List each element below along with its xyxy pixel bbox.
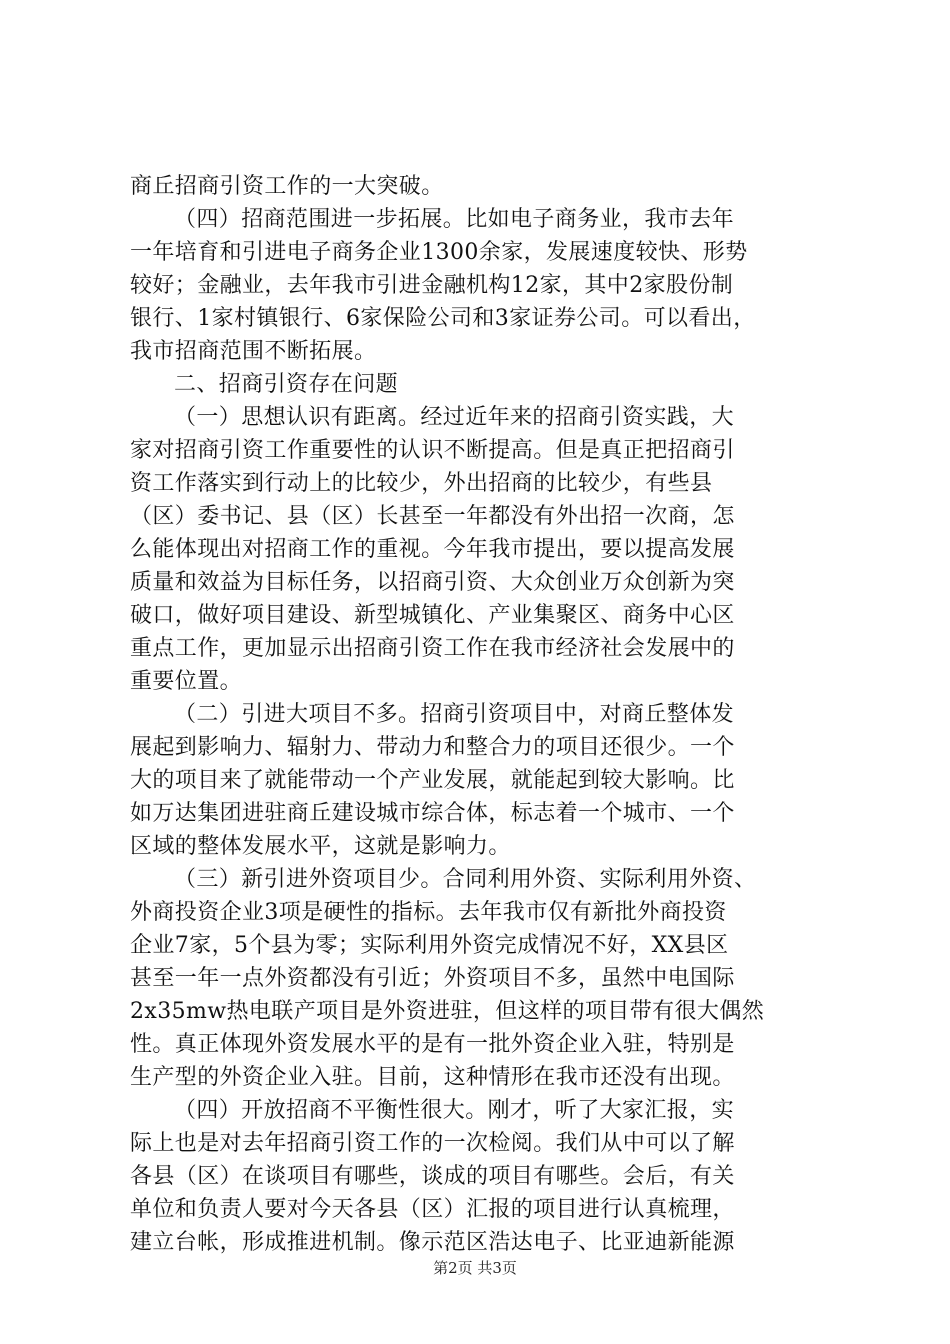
text-line: 建立台帐，形成推进机制。像示范区浩达电子、比亚迪新能源 xyxy=(130,1230,735,1255)
text-line: 际上也是对去年招商引资工作的一次检阅。我们从中可以了解 xyxy=(130,1131,735,1156)
text-line: （一）思想认识有距离。经过近年来的招商引资实践，大 xyxy=(174,405,735,430)
text-line: 家对招商引资工作重要性的认识不断提高。但是真正把招商引 xyxy=(130,438,735,463)
text-line: 银行、1家村镇银行、6家保险公司和3家证券公司。可以看出， xyxy=(130,306,756,331)
text-line: 我市招商范围不断拓展。 xyxy=(130,339,377,364)
text-line: 较好；金融业，去年我市引进金融机构12家，其中2家股份制 xyxy=(130,273,734,298)
text-line: 大的项目来了就能带动一个产业发展，就能起到较大影响。比 xyxy=(130,768,735,793)
text-line: 重要位置。 xyxy=(130,669,243,694)
page-footer: 第2页 共3页 xyxy=(433,1259,517,1277)
text-line: 展起到影响力、辐射力、带动力和整合力的项目还很少。一个 xyxy=(130,735,735,760)
text-line: （区）委书记、县（区）长甚至一年都没有外出招一次商，怎 xyxy=(130,504,735,529)
document-body xyxy=(130,170,830,1259)
text-line: 2x35mw热电联产项目是外资进驻，但这样的项目带有很大偶然 xyxy=(130,999,765,1024)
text-line: 外商投资企业3项是硬性的指标。去年我市仅有新批外商投资 xyxy=(130,900,727,925)
text-line: 性。真正体现外资发展水平的是有一批外资企业入驻，特别是 xyxy=(130,1032,735,1057)
text-line: 资工作落实到行动上的比较少，外出招商的比较少，有些县 xyxy=(130,471,713,496)
text-line: 区域的整体发展水平，这就是影响力。 xyxy=(130,834,511,859)
text-line: 单位和负责人要对今天各县（区）汇报的项目进行认真梳理， xyxy=(130,1197,735,1222)
text-line: 二、招商引资存在问题 xyxy=(174,372,399,397)
text-line: 生产型的外资企业入驻。目前，这种情形在我市还没有出现。 xyxy=(130,1065,735,1090)
text-line: （三）新引进外资项目少。合同利用外资、实际利用外资、 xyxy=(174,867,757,892)
text-line: 甚至一年一点外资都没有引近；外资项目不多，虽然中电国际 xyxy=(130,966,735,991)
text-line: 破口，做好项目建设、新型城镇化、产业集聚区、商务中心区 xyxy=(130,603,735,628)
text-line: 重点工作，更加显示出招商引资工作在我市经济社会发展中的 xyxy=(130,636,735,661)
text-line: （四）开放招商不平衡性很大。刚才，听了大家汇报，实 xyxy=(174,1098,735,1123)
text-line: 一年培育和引进电子商务企业1300余家，发展速度较快、形势 xyxy=(130,240,748,265)
text-line: 如万达集团进驻商丘建设城市综合体，标志着一个城市、一个 xyxy=(130,801,735,826)
text-line: （四）招商范围进一步拓展。比如电子商务业，我市去年 xyxy=(174,207,735,232)
text-line: 企业7家，5个县为零；实际利用外资完成情况不好，XX县区 xyxy=(130,933,729,958)
text-line: 商丘招商引资工作的一大突破。 xyxy=(130,174,444,199)
text-line: 质量和效益为目标任务，以招商引资、大众创业万众创新为突 xyxy=(130,570,735,595)
text-line: （二）引进大项目不多。招商引资项目中，对商丘整体发 xyxy=(174,702,735,727)
text-line: 各县（区）在谈项目有哪些，谈成的项目有哪些。会后，有关 xyxy=(130,1164,735,1189)
text-line: 么能体现出对招商工作的重视。今年我市提出，要以提高发展 xyxy=(130,537,735,562)
